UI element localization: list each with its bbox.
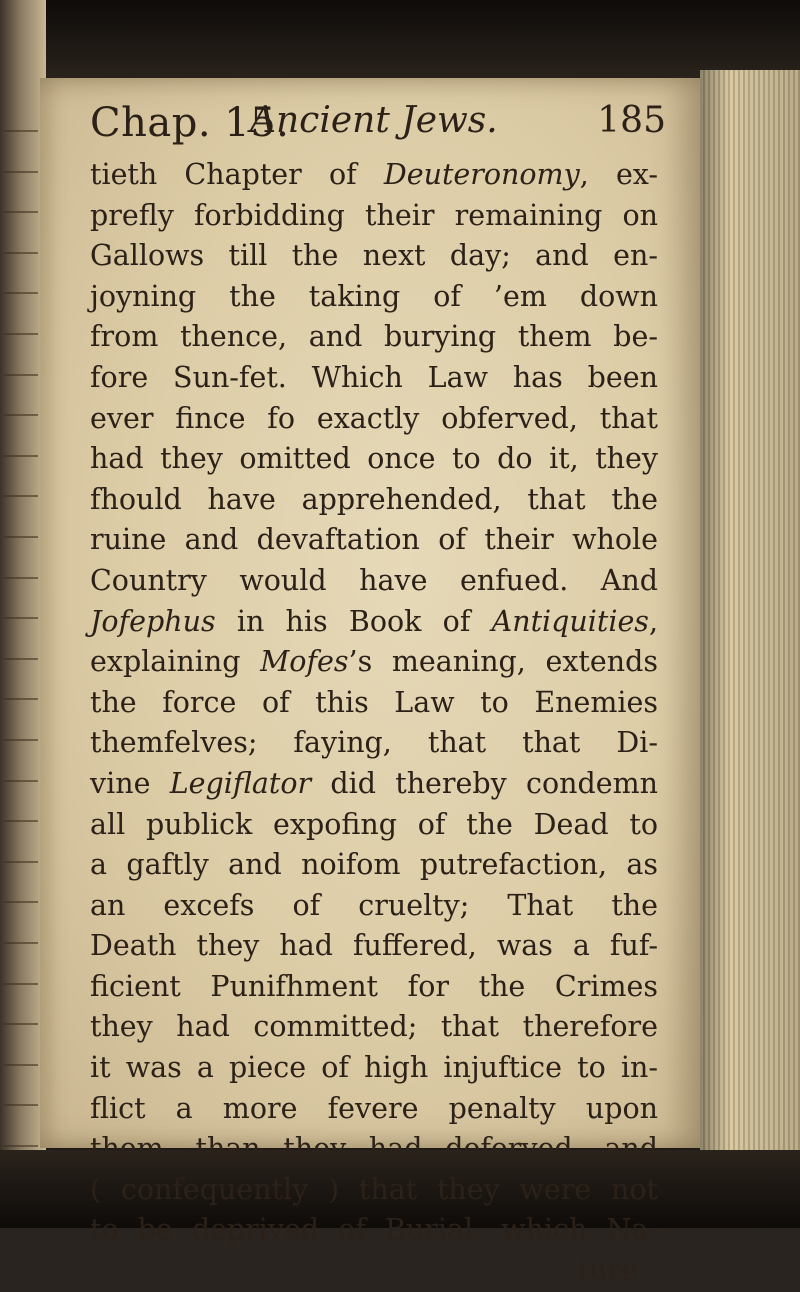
text-line bbox=[90, 764, 658, 805]
adjacent-text-fragment bbox=[4, 577, 38, 579]
adjacent-text-fragment bbox=[4, 617, 38, 619]
running-header bbox=[90, 100, 666, 150]
adjacent-text-fragment bbox=[4, 171, 38, 173]
text-line bbox=[90, 1129, 658, 1170]
text-line bbox=[90, 1251, 658, 1292]
text-run: ( confequently ) that they were not bbox=[90, 1172, 658, 1206]
adjacent-text-fragment bbox=[4, 780, 38, 782]
adjacent-text-fragment bbox=[4, 211, 38, 213]
text-run: flict a more fevere penalty upon bbox=[90, 1091, 658, 1125]
text-line bbox=[90, 642, 658, 683]
adjacent-text-fragment bbox=[4, 1064, 38, 1066]
text-run: all publick expofing of the Dead to bbox=[90, 807, 658, 841]
adjacent-text-fragment bbox=[4, 495, 38, 497]
text-line bbox=[90, 196, 658, 237]
text-line bbox=[90, 358, 658, 399]
adjacent-text-fragment bbox=[4, 1145, 38, 1147]
text-line bbox=[90, 277, 658, 318]
text-run: the force of this Law to Enemies bbox=[90, 685, 658, 719]
text-line bbox=[90, 602, 658, 643]
italic-run: Mofes bbox=[260, 645, 349, 679]
adjacent-text-fragment bbox=[4, 252, 38, 254]
adjacent-text-fragment bbox=[4, 820, 38, 822]
adjacent-text-fragment bbox=[4, 739, 38, 741]
text-line bbox=[90, 926, 658, 967]
text-line bbox=[90, 236, 658, 277]
text-line bbox=[90, 317, 658, 358]
text-run: joyning the taking of ’em down bbox=[90, 279, 658, 313]
text-line bbox=[90, 683, 658, 724]
text-line bbox=[90, 561, 658, 602]
text-run: from thence, and burying them be- bbox=[90, 320, 658, 354]
adjacent-text-fragment bbox=[4, 861, 38, 863]
adjacent-text-fragment bbox=[4, 292, 38, 294]
text-run: vine bbox=[90, 766, 170, 800]
text-run: ture bbox=[577, 1254, 638, 1288]
chapter-label: Chap. 15. bbox=[90, 100, 290, 146]
text-run: fhould have apprehended, that the bbox=[90, 482, 658, 516]
text-run: , bbox=[648, 604, 658, 638]
running-title: Ancient Jews. bbox=[250, 100, 498, 141]
text-run: themfelves; faying, that that Di- bbox=[90, 726, 658, 760]
text-line bbox=[90, 1048, 658, 1089]
text-run: had they omitted once to do it, they bbox=[90, 442, 658, 476]
text-line bbox=[90, 1007, 658, 1048]
text-run: fore Sun-fet. Which Law has been bbox=[90, 360, 658, 394]
adjacent-text-fragment bbox=[4, 333, 38, 335]
text-run: , ex- bbox=[579, 158, 659, 191]
page-body-text bbox=[90, 155, 658, 1292]
text-line bbox=[90, 1210, 658, 1251]
text-line bbox=[90, 967, 658, 1008]
text-line bbox=[90, 805, 658, 846]
italic-run: Jofephus bbox=[90, 604, 216, 638]
text-run: in his Book of bbox=[215, 604, 492, 638]
text-line bbox=[90, 480, 658, 521]
text-run: did thereby condemn bbox=[311, 766, 658, 800]
text-run: prefly forbidding their remaining on bbox=[90, 198, 658, 232]
scan-top-shadow bbox=[0, 0, 800, 80]
adjacent-text-fragment bbox=[4, 130, 38, 132]
adjacent-text-fragment bbox=[4, 983, 38, 985]
adjacent-text-fragment bbox=[4, 698, 38, 700]
adjacent-text-fragment bbox=[4, 942, 38, 944]
text-line bbox=[90, 520, 658, 561]
text-run: ever fince fo exactly obferved, that bbox=[90, 401, 658, 435]
text-run: ’s meaning, extends bbox=[348, 645, 658, 679]
text-run: them, than they had deferved, and bbox=[90, 1132, 658, 1166]
adjacent-text-fragment bbox=[4, 658, 38, 660]
adjacent-text-fragment bbox=[4, 374, 38, 376]
text-line bbox=[90, 439, 658, 480]
text-run: an excefs of cruelty; That the bbox=[90, 888, 658, 922]
text-line bbox=[90, 399, 658, 440]
adjacent-text-fragment bbox=[4, 455, 38, 457]
text-run: Country would have enfued. And bbox=[90, 563, 658, 597]
text-run: ficient Punifhment for the Crimes bbox=[90, 969, 658, 1003]
adjacent-text-fragment bbox=[4, 536, 38, 538]
italic-run: Deuteronomy bbox=[383, 158, 580, 191]
text-run: ruine and devaftation of their whole bbox=[90, 523, 658, 557]
text-run: a gaftly and noifom putrefaction, as bbox=[90, 848, 658, 882]
adjacent-text-fragment bbox=[4, 1104, 38, 1106]
adjacent-text-fragment bbox=[4, 1023, 38, 1025]
text-line bbox=[90, 1170, 658, 1211]
italic-run: Legiflator bbox=[169, 766, 312, 800]
text-run: explaining bbox=[90, 645, 261, 679]
text-line bbox=[90, 723, 658, 764]
adjacent-text-fragment bbox=[4, 901, 38, 903]
text-run: it was a piece of high injuftice to in- bbox=[90, 1051, 658, 1085]
text-line bbox=[90, 886, 658, 927]
text-run: they had committed; that therefore bbox=[90, 1010, 658, 1044]
text-run: tieth Chapter of bbox=[90, 158, 384, 191]
text-line bbox=[90, 845, 658, 886]
text-line bbox=[90, 155, 658, 196]
text-run: Gallows till the next day; and en- bbox=[90, 239, 658, 273]
text-run: Death they had fuffered, was a fuf- bbox=[90, 929, 658, 963]
italic-run: Antiquities bbox=[491, 604, 649, 638]
page-stack-edge bbox=[700, 70, 800, 1160]
text-run: to be deprived of Burial, which Na- bbox=[90, 1213, 658, 1247]
page-number: 185 bbox=[597, 100, 666, 141]
adjacent-text-fragment bbox=[4, 414, 38, 416]
text-line bbox=[90, 1089, 658, 1130]
